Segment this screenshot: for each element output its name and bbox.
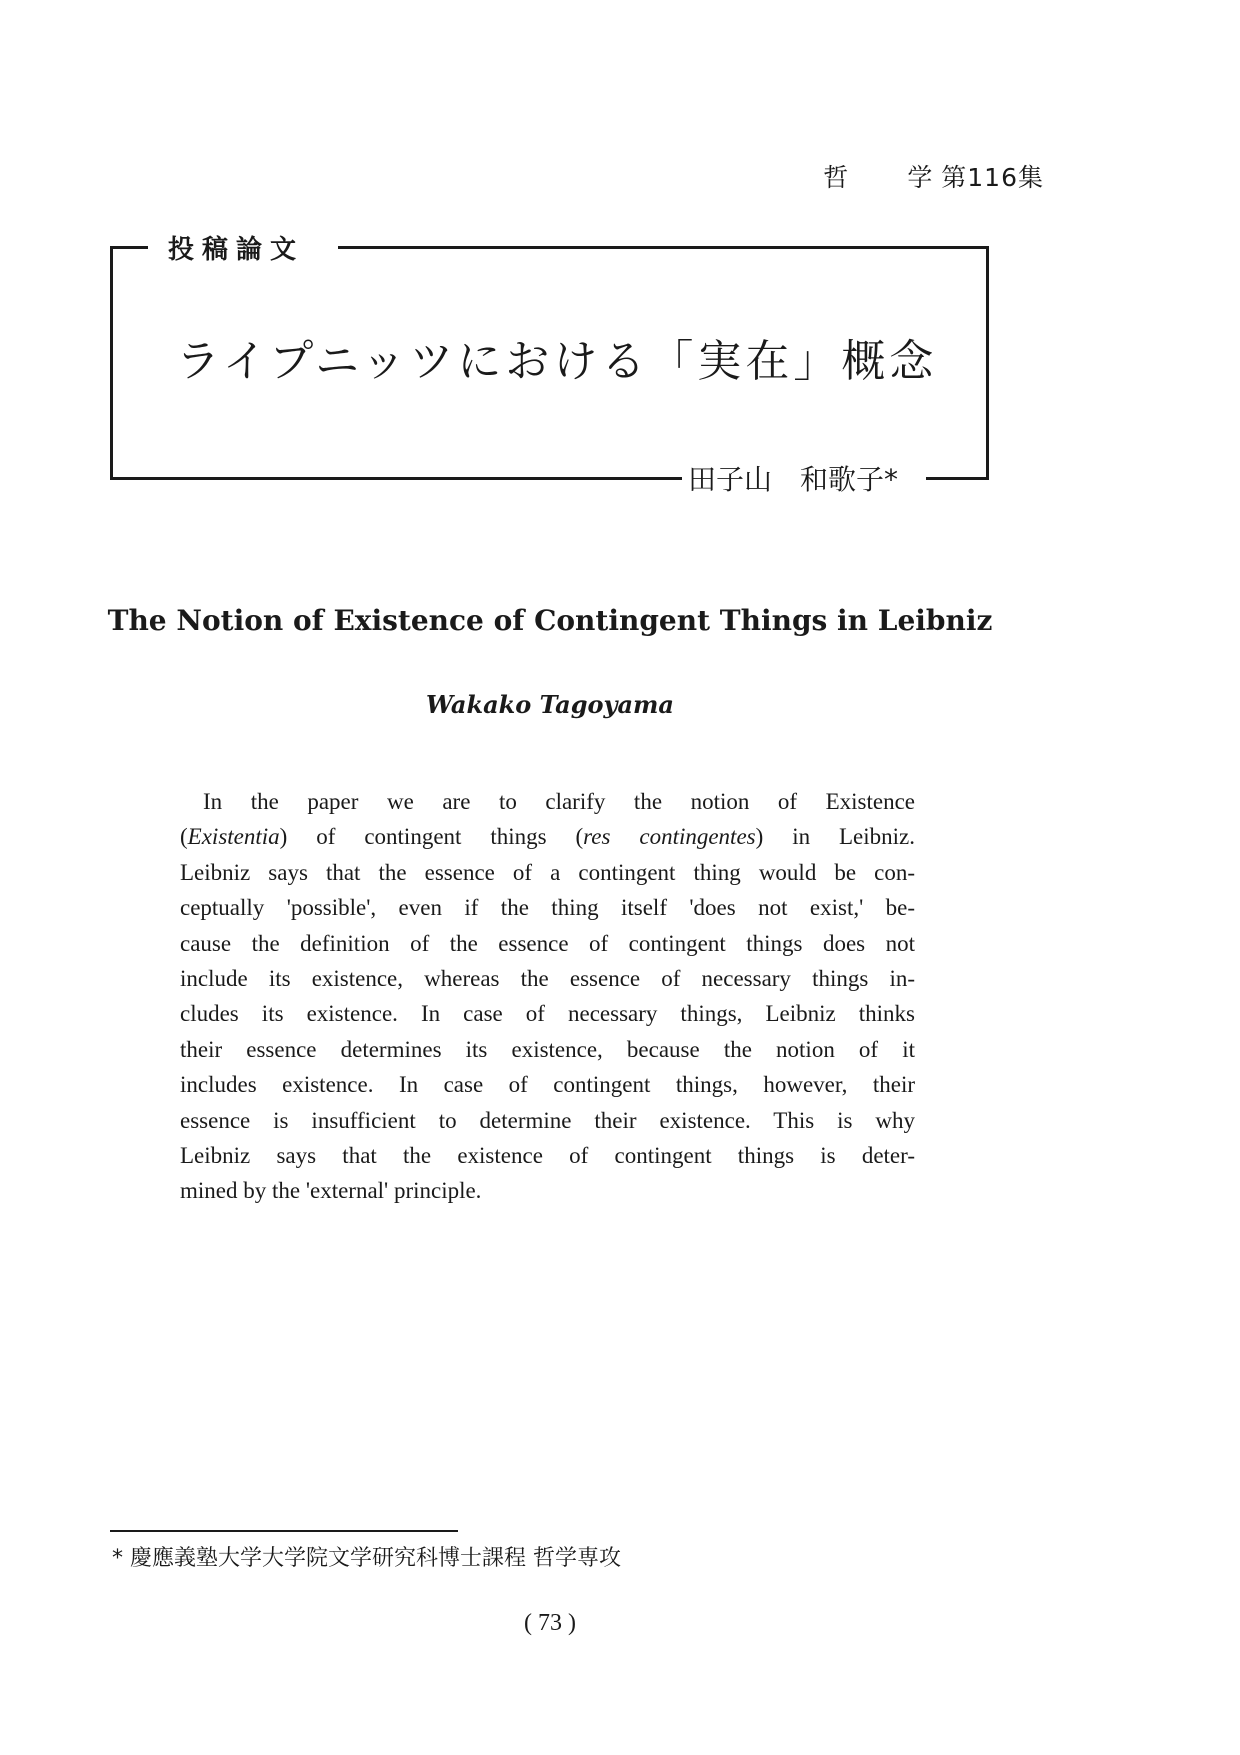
abstract: [180, 784, 915, 1209]
abstract-line: Leibniz says that the existence of contingent things is deter-: [180, 1143, 915, 1169]
abstract-line: ceptually 'possible', even if the thing itself 'does not exist,' be-: [180, 895, 915, 921]
page-number: ( 73 ): [524, 1610, 576, 1636]
frame-top-right-rule: [338, 246, 989, 249]
abstract-line: cause the definition of the essence of contingent things does not: [180, 930, 915, 956]
footnote: * 慶應義塾大学大学院文学研究科博士課程 哲学専攻: [112, 1546, 621, 1571]
footnote-rule: [110, 1530, 458, 1532]
frame-top-left-rule: [110, 246, 148, 249]
japanese-title: ライプニッツにおける「実在」概念: [176, 336, 938, 387]
abstract-line: In the paper we are to clarify the notion of Existence: [203, 789, 915, 814]
frame-bottom-right-rule: [926, 477, 989, 480]
article-type-label: 投稿論文: [168, 235, 305, 265]
journal-name-char-2: 学: [907, 163, 933, 192]
japanese-author: 田子山 和歌子*: [688, 463, 899, 496]
abstract-line: cludes its existence. In case of necessary things, Leibniz thinks: [180, 1001, 915, 1027]
abstract-line: Leibniz says that the essence of a contingent thing would be con-: [180, 859, 915, 885]
abstract-line: essence is insufficient to determine their existence. This is why: [180, 1107, 915, 1133]
frame-bottom-left-rule: [110, 477, 682, 480]
frame-left-rule: [110, 246, 113, 480]
journal-name-char-1: 哲: [823, 163, 850, 192]
abstract-line: mined by the 'external' principle.: [180, 1178, 482, 1204]
abstract-line: include its existence, whereas the essence of necessary things in-: [180, 966, 915, 992]
frame-right-rule: [986, 246, 989, 480]
abstract-line: their essence determines its existence, because the notion of it: [180, 1036, 915, 1062]
english-author: Wakako Tagoyama: [426, 690, 674, 719]
abstract-line: includes existence. In case of contingent things, however, their: [180, 1072, 915, 1098]
journal-volume: 第116集: [941, 163, 1044, 192]
english-title: The Notion of Existence of Contingent Things in Leibniz: [107, 604, 993, 637]
journal-header: [823, 158, 1044, 194]
abstract-line-italic: (Existentia) of contingent things (res contingentes) in Leibniz.: [180, 824, 916, 850]
